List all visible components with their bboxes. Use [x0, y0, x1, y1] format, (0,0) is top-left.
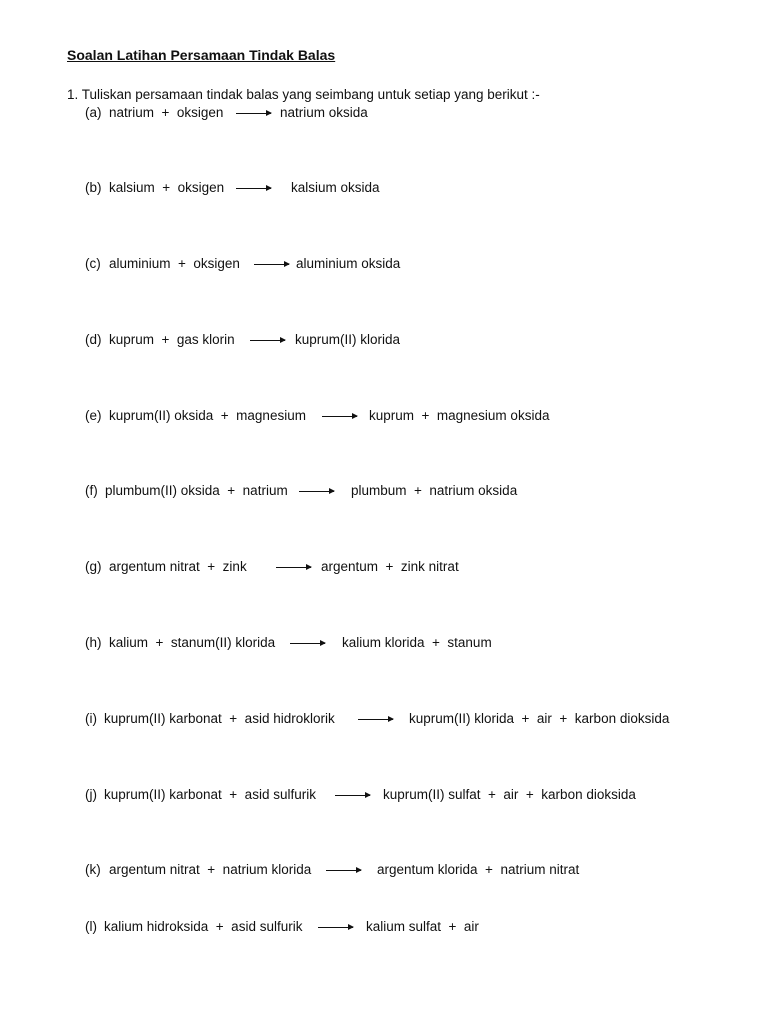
question-k: [85, 861, 580, 879]
reaction-arrow: [318, 927, 353, 928]
question-label: (k): [85, 862, 101, 877]
question-i: [85, 710, 670, 728]
reaction-arrow: [335, 795, 370, 796]
reactants: kalium + stanum(II) klorida: [109, 635, 276, 650]
question-label: (b): [85, 180, 102, 195]
question-label: (d): [85, 332, 102, 347]
reactants: plumbum(II) oksida + natrium: [105, 483, 288, 498]
question-h: [85, 634, 492, 652]
products: argentum klorida + natrium nitrat: [377, 862, 580, 877]
question-g: [85, 558, 459, 576]
reactants: kuprum + gas klorin: [109, 332, 235, 347]
products: kalium sulfat + air: [366, 919, 479, 934]
products: kuprum(II) klorida: [295, 332, 401, 347]
products: kuprum + magnesium oksida: [369, 408, 550, 423]
reaction-arrow: [276, 567, 311, 568]
products: kuprum(II) klorida + air + karbon dioksida: [409, 711, 670, 726]
reaction-arrow: [290, 643, 325, 644]
question-d: [85, 331, 401, 349]
products: plumbum + natrium oksida: [351, 483, 518, 498]
question-l: [85, 918, 479, 936]
products: kalium klorida + stanum: [342, 635, 492, 650]
question-c: [85, 255, 401, 273]
products: aluminium oksida: [296, 256, 401, 271]
question-e: [85, 407, 550, 425]
reactants: argentum nitrat + zink: [109, 559, 247, 574]
reaction-arrow: [236, 188, 271, 189]
products: argentum + zink nitrat: [321, 559, 459, 574]
question-label: (l): [85, 919, 97, 934]
reaction-arrow: [236, 113, 271, 114]
reactants: kalsium + oksigen: [109, 180, 225, 195]
question-label: (a): [85, 105, 102, 120]
question-label: (i): [85, 711, 97, 726]
reactants: kuprum(II) oksida + magnesium: [109, 408, 306, 423]
question-j: [85, 786, 636, 804]
instruction-text: 1. Tuliskan persamaan tindak balas yang seimbang untuk setiap yang berikut :-: [67, 87, 540, 102]
reaction-arrow: [326, 870, 361, 871]
reactants: kuprum(II) karbonat + asid hidroklorik: [104, 711, 335, 726]
reaction-arrow: [250, 340, 285, 341]
reaction-arrow: [254, 264, 289, 265]
reaction-arrow: [358, 719, 393, 720]
reaction-arrow: [299, 491, 334, 492]
question-label: (h): [85, 635, 102, 650]
question-label: (c): [85, 256, 101, 271]
products: kalsium oksida: [291, 180, 380, 195]
question-f: [85, 482, 518, 500]
question-a: [85, 104, 368, 122]
reaction-arrow: [322, 416, 357, 417]
question-label: (g): [85, 559, 102, 574]
question-label: (f): [85, 483, 98, 498]
reactants: kalium hidroksida + asid sulfurik: [104, 919, 303, 934]
question-label: (e): [85, 408, 102, 423]
reactants: kuprum(II) karbonat + asid sulfurik: [104, 787, 316, 802]
question-label: (j): [85, 787, 97, 802]
reactants: argentum nitrat + natrium klorida: [109, 862, 312, 877]
products: natrium oksida: [280, 105, 368, 120]
question-b: [85, 179, 380, 197]
reactants: aluminium + oksigen: [109, 256, 240, 271]
products: kuprum(II) sulfat + air + karbon dioksida: [383, 787, 636, 802]
page-title: Soalan Latihan Persamaan Tindak Balas: [67, 47, 336, 63]
reactants: natrium + oksigen: [109, 105, 224, 120]
